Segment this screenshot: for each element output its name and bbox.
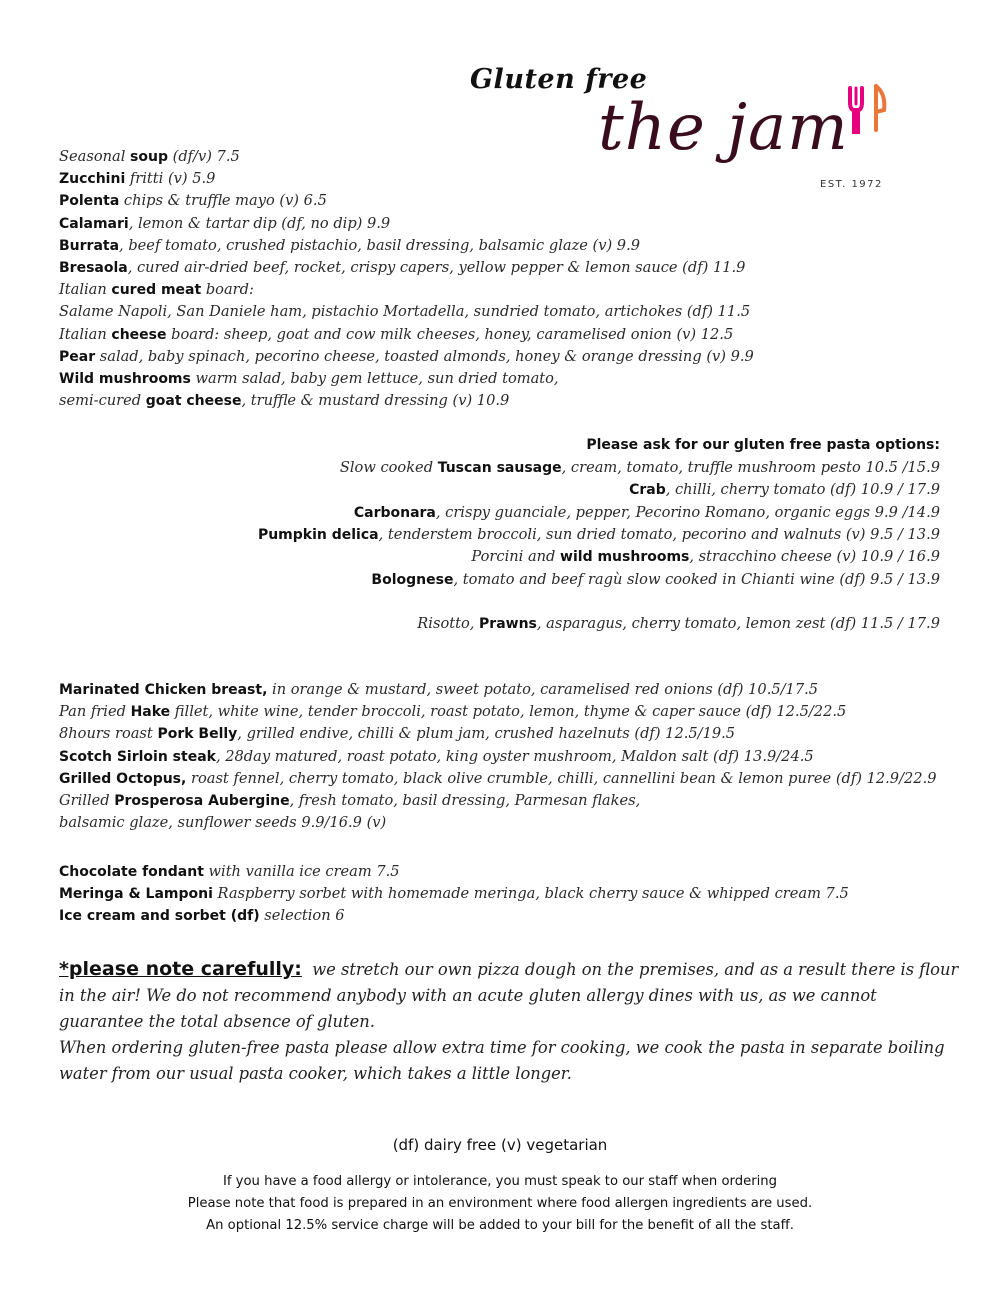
menu-item-text: Grilled [59, 792, 115, 809]
menu-item-description: , 28day matured, roast potato, king oyster mushroom, Maldon salt (df) 13.9/24.5 [215, 747, 814, 765]
menu-item [59, 235, 640, 257]
footer-line: An optional 12.5% service charge will be added to your bill for the benefit of all the staff. [206, 1218, 794, 1233]
menu-item-description: , asparagus, cherry tomato, lemon zest (df) 11.5 / 17.9 [536, 615, 940, 632]
menu-item [59, 213, 390, 235]
menu-item [59, 723, 735, 745]
menu-item [59, 346, 754, 368]
menu-item-description: board: [201, 281, 254, 299]
menu-item-name: wild mushrooms [560, 549, 690, 566]
menu-item [59, 812, 386, 834]
menu-item-text: Seasonal [59, 148, 131, 165]
menu-item [59, 301, 750, 323]
menu-item [59, 790, 640, 812]
menu-item-description: salad, baby spinach, pecorino cheese, toasted almonds, honey & orange dressing (v) 9.9 [95, 347, 754, 365]
menu-item-description: in orange & mustard, sweet potato, caramelised red onions (df) 10.5/17.5 [267, 681, 819, 698]
menu-item [59, 390, 509, 412]
menu-item-text: Risotto, [417, 615, 480, 632]
menu-item [417, 613, 940, 635]
fork-knife-icon [838, 80, 898, 150]
note-line: in the air! We do not recommend anybody with an acute gluten allergy dines with us, as we cannot [59, 986, 877, 1005]
menu-item-name: Prawns [479, 616, 537, 632]
menu-item-name: Bresaola [59, 260, 128, 276]
menu-item-name: Pumpkin delica [257, 526, 379, 543]
menu-item-description: with vanilla ice cream 7.5 [203, 863, 400, 880]
menu-item-description: fillet, white wine, tender broccoli, roast potato, lemon, thyme & caper sauce (df) 12.5/22.5 [170, 703, 847, 721]
menu-item [59, 701, 846, 723]
menu-item-name: cheese [111, 326, 167, 343]
menu-item [59, 861, 400, 883]
note-line: water from our usual pasta cooker, which takes a little longer. [59, 1064, 572, 1083]
note-line: we stretch our own pizza dough on the premises, and as a result there is flour [312, 960, 959, 979]
menu-item-description: , tomato and beef ragù slow cooked in Chianti wine (df) 9.5 / 13.9 [453, 570, 940, 588]
menu-item-description: , crispy guanciale, pepper, Pecorino Romano, organic eggs 9.9 /14.9 [435, 503, 940, 521]
menu-item-description: , fresh tomato, basil dressing, Parmesan flakes, [289, 792, 641, 809]
menu-item-description: Raspberry sorbet with homemade meringa, black cherry sauce & whipped cream 7.5 [212, 885, 849, 903]
menu-item [371, 569, 940, 591]
menu-item-name: Ice cream and sorbet (df) [59, 908, 260, 925]
menu-item-description: , stracchino cheese (v) 10.9 / 16.9 [689, 548, 940, 566]
menu-item [59, 746, 814, 768]
menu-item-name: cured meat [111, 282, 202, 299]
menu-item [629, 479, 940, 501]
menu-item-name: Zucchini [59, 171, 126, 188]
menu-item-name: Burrata [59, 237, 120, 254]
note-line: When ordering gluten-free pasta please allow extra time for cooking, we cook the pasta in separate boiling [59, 1038, 945, 1057]
menu-item-name: Tuscan sausage [437, 460, 562, 476]
menu-item-description: , cured air-dried beef, rocket, crispy capers, yellow pepper & lemon sauce (df) 11.9 [127, 259, 746, 276]
menu-item-description: , grilled endive, chilli & plum jam, crushed hazelnuts (df) 12.5/19.5 [237, 725, 736, 743]
menu-item-description: , cream, tomato, truffle mushroom pesto 10.5 /15.9 [561, 459, 940, 476]
logo-wordmark: the jam [598, 91, 849, 165]
menu-item-description: , tenderstem broccoli, sun dried tomato, pecorino and walnuts (v) 9.5 / 13.9 [378, 525, 940, 543]
menu-item-name: Grilled Octopus, [59, 770, 187, 787]
menu-item-name: Pear [59, 348, 96, 365]
menu-item-text: Italian [59, 325, 112, 343]
menu-item-text: 8hours roast [59, 725, 158, 743]
menu-item-name: Polenta [59, 193, 120, 210]
menu-item [59, 190, 327, 212]
menu-item-description: chips & truffle mayo (v) 6.5 [119, 192, 327, 210]
menu-item-name: Carbonara [353, 504, 436, 521]
menu-item-name: Meringa & Lamponi [59, 886, 213, 903]
footer-line: If you have a food allergy or intolerance, you must speak to our staff when ordering [222, 1174, 778, 1189]
menu-item-text: Slow cooked [339, 459, 438, 476]
menu-item-description: fritti (v) 5.9 [125, 170, 216, 188]
menu-item-name: Calamari [59, 215, 129, 232]
note-heading: *please note carefully: [59, 958, 302, 980]
logo-established: EST. 1972 [820, 179, 883, 190]
menu-item-text: Porcini and [471, 548, 561, 566]
menu-item-description: (df/v) 7.5 [167, 148, 240, 165]
pasta-header: Please ask for our gluten free pasta options: [586, 437, 940, 453]
menu-item [59, 883, 849, 905]
menu-item-description: roast fennel, cherry tomato, black olive crumble, chilli, cannellini bean & lemon puree (df) 12.9/22.9 [186, 769, 937, 787]
menu-item-name: soup [130, 149, 168, 165]
menu-item-name: Marinated Chicken breast, [59, 682, 268, 698]
menu-item-description: selection 6 [259, 907, 345, 925]
footer-notice [0, 1171, 1000, 1237]
menu-item-name: Hake [130, 704, 171, 721]
menu-item-description: , chilli, cherry tomato (df) 10.9 / 17.9 [665, 481, 940, 499]
menu-item-description: , truffle & mustard dressing (v) 10.9 [241, 392, 510, 410]
menu-item-description: warm salad, baby gem lettuce, sun dried tomato, [190, 370, 559, 387]
menu-item-text: balsamic glaze, sunflower seeds 9.9/16.9 (v) [59, 814, 387, 832]
menu-item-name: Pork Belly [157, 726, 238, 743]
menu-item-name: Chocolate fondant [59, 864, 204, 880]
menu-item-name: Bolognese [371, 571, 454, 588]
menu-item [59, 168, 215, 190]
menu-item [59, 324, 733, 346]
dietary-legend: (df) dairy free (v) vegetarian [392, 1136, 608, 1154]
menu-item-description: , lemon & tartar dip (df, no dip) 9.9 [128, 214, 391, 232]
footer-line: Please note that food is prepared in an environment where food allergen ingredients are used. [187, 1196, 813, 1211]
menu-item [59, 279, 254, 301]
menu-item [340, 457, 940, 479]
menu-item-text: semi-cured [59, 392, 146, 410]
restaurant-logo [598, 80, 898, 230]
menu-item-name: Crab [629, 482, 666, 499]
menu-item [59, 146, 240, 168]
menu-item-name: goat cheese [145, 393, 242, 410]
menu-item-name: Prosperosa Aubergine [114, 793, 290, 809]
menu-item [471, 546, 940, 568]
menu-item-description: board: sheep, goat and cow milk cheeses, honey, caramelised onion (v) 12.5 [166, 325, 734, 343]
menu-title: Gluten free [470, 64, 648, 95]
menu-item [59, 905, 345, 927]
menu-item [59, 257, 745, 279]
menu-item-text: Italian [59, 281, 112, 299]
menu-item [354, 502, 940, 524]
menu-item-name: Scotch Sirloin steak [59, 748, 216, 765]
menu-item [59, 768, 937, 790]
menu-item [258, 524, 940, 546]
menu-item-text: Salame Napoli, San Daniele ham, pistachio Mortadella, sundried tomato, artichokes (df) 11.5 [59, 303, 751, 321]
menu-item [59, 679, 818, 701]
allergy-note [59, 956, 959, 1087]
menu-item-name: Wild mushrooms [59, 371, 191, 387]
note-line: guarantee the total absence of gluten. [59, 1012, 375, 1031]
menu-item-description: , beef tomato, crushed pistachio, basil dressing, balsamic glaze (v) 9.9 [119, 236, 641, 254]
menu-item [59, 368, 559, 390]
menu-item-text: Pan fried [59, 703, 131, 721]
